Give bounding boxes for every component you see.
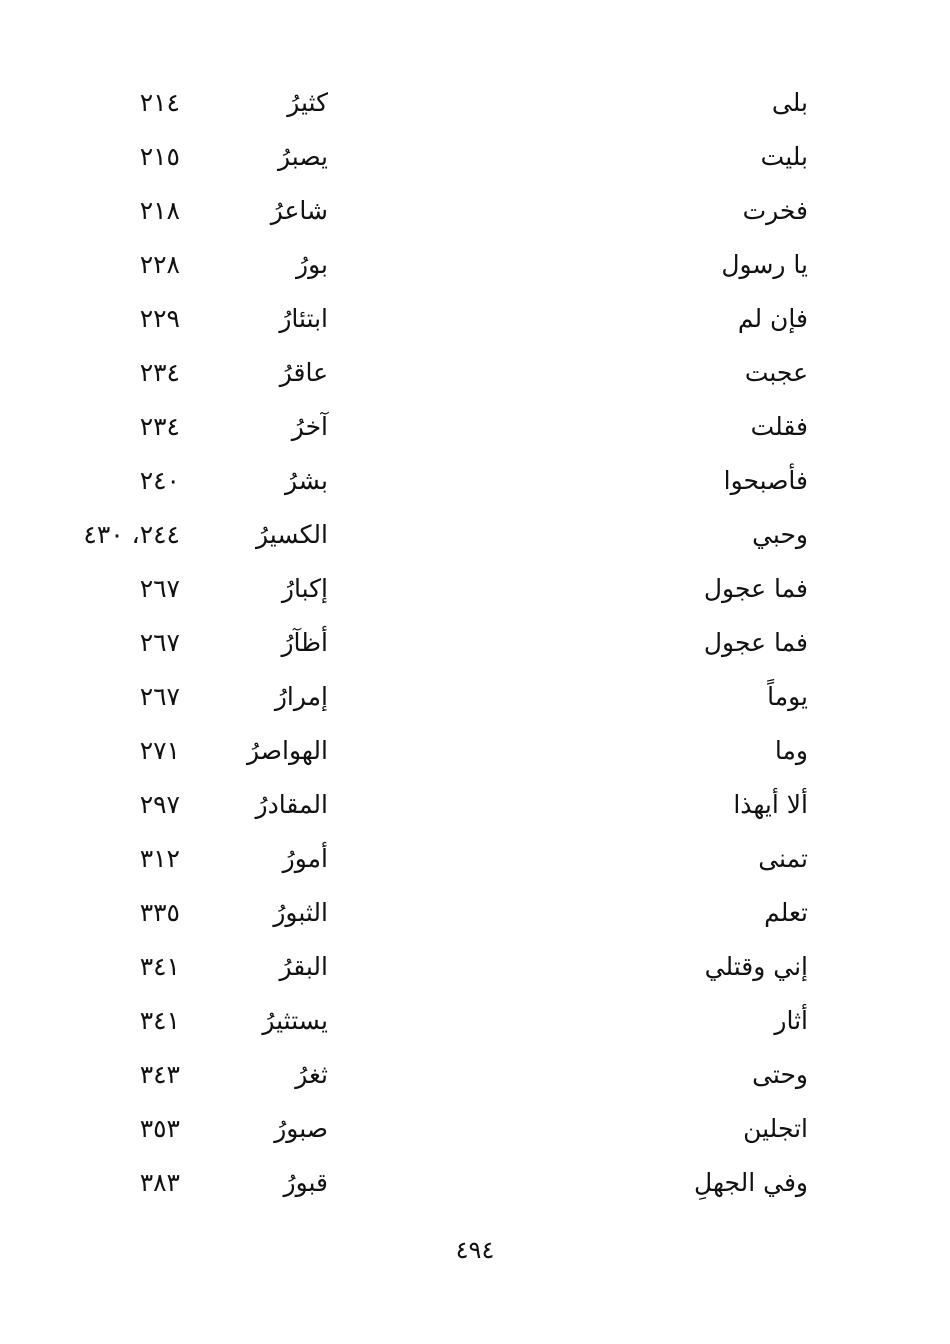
verse-opening-word: إني وقتلي bbox=[704, 952, 808, 981]
verse-rhyme-word: يصبرُ bbox=[278, 142, 328, 171]
verse-page-reference: ٢٤٤، ٤٣٠ bbox=[83, 520, 180, 549]
index-row bbox=[0, 776, 950, 830]
verse-page-reference: ٣١٢ bbox=[139, 844, 180, 873]
verse-opening-word: بليت bbox=[760, 142, 808, 171]
index-row bbox=[0, 236, 950, 290]
verse-opening-word: فقلت bbox=[750, 412, 808, 441]
verse-opening-word: بلى bbox=[771, 88, 808, 117]
verse-rhyme-word: ثغرُ bbox=[295, 1060, 328, 1089]
verse-page-reference: ٢٤٠ bbox=[139, 466, 180, 495]
index-row bbox=[0, 452, 950, 506]
verse-opening-word: وما bbox=[774, 736, 808, 765]
index-row bbox=[0, 668, 950, 722]
verse-page-reference: ٢٢٨ bbox=[139, 250, 180, 279]
verse-page-reference: ٣٤٣ bbox=[139, 1060, 180, 1089]
verse-page-reference: ٢٦٧ bbox=[139, 574, 180, 603]
verse-rhyme-word: عاقرُ bbox=[279, 358, 328, 387]
verse-rhyme-word: المقادرُ bbox=[255, 790, 328, 819]
verse-page-reference: ٢١٤ bbox=[139, 88, 180, 117]
index-row bbox=[0, 1154, 950, 1208]
verse-rhyme-word: أظآرُ bbox=[281, 628, 328, 657]
verse-opening-word: تمنى bbox=[758, 844, 808, 873]
verse-rhyme-word: آخرُ bbox=[291, 412, 328, 441]
verse-rhyme-word: الثبورُ bbox=[273, 898, 328, 927]
verse-page-reference: ٣٥٣ bbox=[139, 1114, 180, 1143]
verse-rhyme-word: كثيرُ bbox=[287, 88, 328, 117]
verse-page-reference: ٢١٥ bbox=[139, 142, 180, 171]
index-row bbox=[0, 614, 950, 668]
verse-opening-word: يا رسول bbox=[721, 250, 808, 279]
verse-opening-word: فما عجول bbox=[703, 574, 808, 603]
index-row bbox=[0, 290, 950, 344]
index-row bbox=[0, 722, 950, 776]
verse-opening-word: فأصبحوا bbox=[723, 466, 808, 495]
verse-opening-word: عجبت bbox=[744, 358, 808, 387]
verse-rhyme-word: أمورُ bbox=[282, 844, 328, 873]
verse-rhyme-word: الكسيرُ bbox=[255, 520, 328, 549]
verse-rhyme-word: صبورُ bbox=[274, 1114, 328, 1143]
verse-opening-word: تعلم bbox=[764, 898, 808, 927]
index-row bbox=[0, 1046, 950, 1100]
verse-opening-word: فما عجول bbox=[703, 628, 808, 657]
verse-page-reference: ٣٤١ bbox=[139, 952, 180, 981]
verse-page-reference: ٢٦٧ bbox=[139, 628, 180, 657]
verse-page-reference: ٢٣٤ bbox=[139, 358, 180, 387]
index-row bbox=[0, 398, 950, 452]
verse-rhyme-word: شاعرُ bbox=[270, 196, 328, 225]
index-row bbox=[0, 992, 950, 1046]
verse-page-reference: ٣٤١ bbox=[139, 1006, 180, 1035]
verse-page-reference: ٢٩٧ bbox=[139, 790, 180, 819]
verse-index-table bbox=[0, 74, 950, 1208]
verse-page-reference: ٢٢٩ bbox=[139, 304, 180, 333]
verse-opening-word: يوماً bbox=[767, 682, 808, 711]
verse-rhyme-word: الهواصرُ bbox=[247, 736, 328, 765]
verse-page-reference: ٢١٨ bbox=[139, 196, 180, 225]
verse-opening-word: ألا أيهذا bbox=[733, 790, 808, 819]
index-row bbox=[0, 1100, 950, 1154]
verse-rhyme-word: قبورُ bbox=[283, 1168, 328, 1197]
verse-opening-word: وحبي bbox=[752, 520, 808, 549]
verse-rhyme-word: بشرُ bbox=[284, 466, 328, 495]
verse-rhyme-word: يستثيرُ bbox=[262, 1006, 328, 1035]
verse-opening-word: وحتى bbox=[752, 1060, 808, 1089]
index-row bbox=[0, 830, 950, 884]
verse-opening-word: أثار bbox=[774, 1006, 808, 1035]
verse-rhyme-word: بورُ bbox=[296, 250, 328, 279]
index-row bbox=[0, 884, 950, 938]
index-row bbox=[0, 506, 950, 560]
verse-rhyme-word: ابتئارُ bbox=[279, 304, 328, 333]
index-row bbox=[0, 74, 950, 128]
index-row bbox=[0, 560, 950, 614]
verse-page-reference: ٣٨٣ bbox=[139, 1168, 180, 1197]
verse-page-reference: ٢٧١ bbox=[139, 736, 180, 765]
verse-opening-word: اتجلين bbox=[743, 1114, 808, 1143]
verse-opening-word: فإن لم bbox=[737, 304, 808, 333]
verse-rhyme-word: إكبارُ bbox=[281, 574, 328, 603]
index-row bbox=[0, 128, 950, 182]
index-row bbox=[0, 182, 950, 236]
verse-page-reference: ٢٣٤ bbox=[139, 412, 180, 441]
verse-page-reference: ٣٣٥ bbox=[139, 898, 180, 927]
page-number: ٤٩٤ bbox=[455, 1236, 495, 1264]
verse-opening-word: وفي الجهلِ bbox=[694, 1168, 808, 1197]
index-row bbox=[0, 938, 950, 992]
verse-opening-word: فخرت bbox=[742, 196, 808, 225]
verse-page-reference: ٢٦٧ bbox=[139, 682, 180, 711]
index-row bbox=[0, 344, 950, 398]
verse-rhyme-word: إمرارُ bbox=[274, 682, 328, 711]
verse-rhyme-word: البقرُ bbox=[279, 952, 328, 981]
